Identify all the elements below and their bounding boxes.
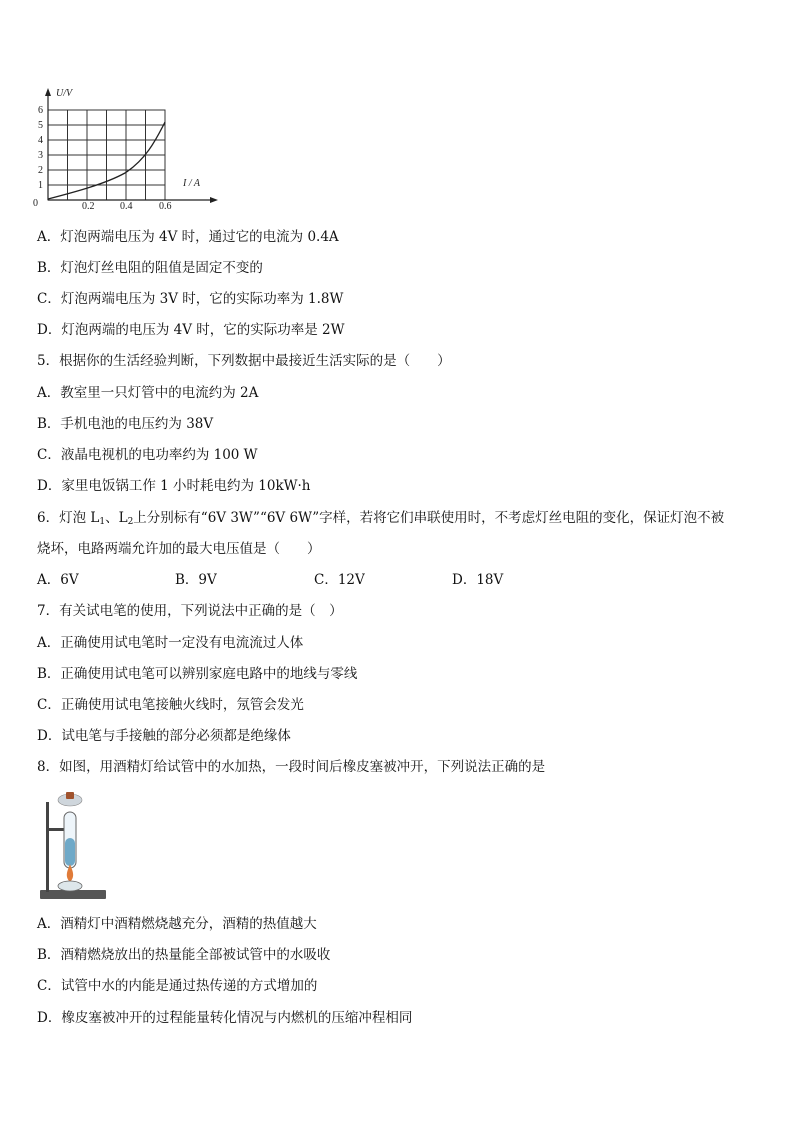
q6-stem-line2: 烧坏，电路两端允许加的最大电压值是（ ） [37,541,321,557]
q5-stem: 5．根据你的生活经验判断，下列数据中最接近生活实际的是（ ） [37,353,451,369]
q5-option-a: A．教室里一只灯管中的电流约为 2A [37,385,259,401]
y-tick-1: 1 [38,180,43,191]
graph-grid [48,110,165,200]
q6-stem-line1 [37,509,724,531]
q6-stem-prefix: 6．灯泡 L [37,510,100,526]
q7-option-b: B．正确使用试电笔可以辨别家庭电路中的地线与零线 [37,666,358,682]
q4-option-c: C．灯泡两端电压为 3V 时，它的实际功率为 1.8W [37,291,344,307]
y-tick-6: 6 [38,105,43,116]
q7-stem: 7．有关试电笔的使用，下列说法中正确的是（ ） [37,603,343,619]
origin-label: 0 [33,198,38,209]
q6-option-b: B．9V [175,572,217,588]
q8-option-a: A．酒精灯中酒精燃烧越充分，酒精的热值越大 [37,916,317,932]
q6-option-d: D．18V [452,572,504,588]
q8-option-c: C．试管中水的内能是通过热传递的方式增加的 [37,978,318,994]
x-axis-label: I / A [183,178,201,189]
q7-option-a: A．正确使用试电笔时一定没有电流流过人体 [37,635,304,651]
y-tick-2: 2 [38,165,43,176]
q6-sub-2: 2 [127,517,134,527]
q4-option-b: B．灯泡灯丝电阻的阻值是固定不变的 [37,260,263,276]
q6-stem-mid: 、L [105,510,128,526]
q8-option-b: B．酒精燃烧放出的热量能全部被试管中的水吸收 [37,947,331,963]
q5-option-c: C．液晶电视机的电功率约为 100 W [37,447,258,463]
q6-option-c: C．12V [314,572,365,588]
x-tick-0.6: 0.6 [159,201,172,212]
q8-option-d: D．橡皮塞被冲开的过程能量转化情况与内燃机的压缩冲程相同 [37,1010,413,1026]
u-i-graph [30,80,230,215]
alcohol-lamp [58,881,82,891]
q6-option-a: A．6V [37,572,79,588]
test-tube-heating-illustration [38,782,110,908]
q4-option-a: A．灯泡两端电压为 4V 时，通过它的电流为 0.4A [37,229,339,245]
y-tick-5: 5 [38,120,43,131]
rubber-stopper [66,792,74,799]
q6-stem-suffix: 上分别标有“6V 3W”“6V 6W”字样，若将它们串联使用时，不考虑灯丝电阻的变化，保证灯泡不被 [133,510,725,526]
y-axis-label: U/V [56,88,73,99]
q7-option-d: D．试电笔与手接触的部分必须都是绝缘体 [37,728,291,744]
water-in-tube [65,838,75,866]
q5-option-d: D．家里电饭锅工作 1 小时耗电约为 10kW·h [37,478,311,494]
y-tick-4: 4 [38,135,43,146]
q8-stem: 8．如图，用酒精灯给试管中的水加热，一段时间后橡皮塞被冲开，下列说法正确的是 [37,759,546,775]
q4-option-d: D．灯泡两端的电压为 4V 时，它的实际功率是 2W [37,322,345,338]
q6-sub-1: 1 [99,517,106,527]
y-tick-3: 3 [38,150,43,161]
stand-base [40,890,106,899]
x-axis-arrow-icon [210,197,218,203]
stand-rod [46,802,49,892]
x-tick-0.4: 0.4 [120,201,133,212]
y-axis-arrow-icon [45,88,51,96]
q5-option-b: B．手机电池的电压约为 38V [37,416,214,432]
q7-option-c: C．正确使用试电笔接触火线时，氖管会发光 [37,697,304,713]
x-tick-0.2: 0.2 [82,201,95,212]
